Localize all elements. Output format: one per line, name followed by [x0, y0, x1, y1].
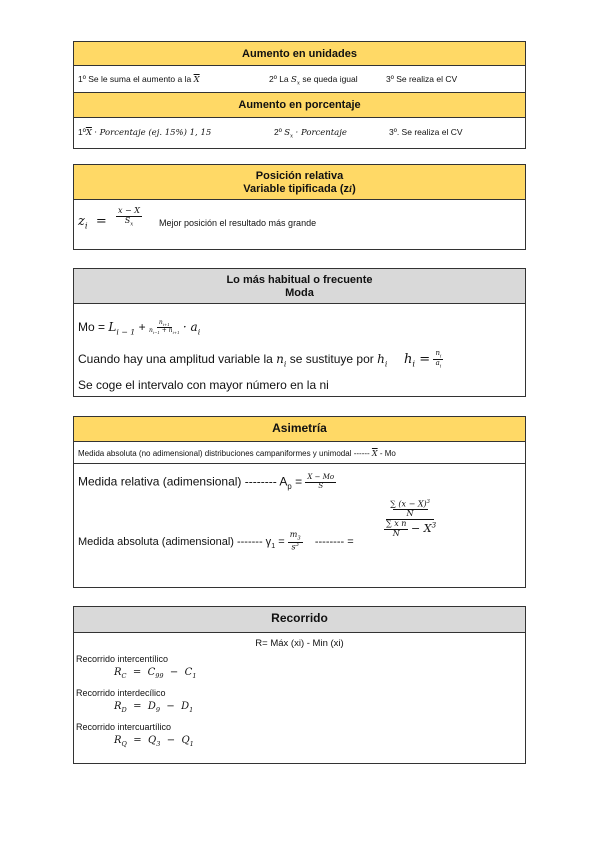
f3-lhs-sub: Q [121, 740, 127, 748]
percent-step3: 3º. Se realiza el CV [389, 127, 463, 137]
xbar-symbol: $\overline{X}$ [193, 75, 200, 85]
box-aumento [73, 41, 526, 149]
asim-line1-end: - Mo [379, 449, 396, 458]
f2-minus: − [166, 701, 175, 712]
asim-line2-text: Medida relativa (adimensional) -------- A [78, 474, 288, 489]
zi-denominator: $S_x$ [124, 215, 134, 228]
percent-step1-formula: · Porcentaje (ej. 15%) 1, 15 [94, 128, 212, 138]
units-step2 [269, 74, 358, 87]
title-posicion-line2-text: Variable tipificada (z [243, 183, 350, 195]
zi-letter: z [78, 214, 85, 229]
f2-a-sub: 9 [155, 706, 161, 714]
f3-b-sub: 1 [189, 740, 194, 748]
xbar-symbol-2: $\overline{X}$ [85, 128, 92, 138]
big-den-N: N [392, 529, 400, 539]
asim-line3-dash: -------- = [314, 535, 354, 548]
zi-formula-lhs: $z_i$ = [78, 214, 107, 231]
big-minus-xbar: − $X^3$ [411, 519, 437, 535]
g1-den-text: s [291, 542, 296, 552]
zi-frac [116, 207, 142, 228]
box-posicion-relativa [73, 164, 526, 250]
g1-fraction [288, 531, 303, 553]
hi-fraction [433, 350, 443, 370]
mo-plus: + [138, 320, 146, 335]
item-intercentilico: Recorrido intercentílico [76, 654, 169, 664]
row-asim-1 [74, 442, 525, 464]
mo-den-text: n [148, 327, 153, 335]
title-recorrido: Recorrido [271, 611, 328, 625]
big-frac [384, 500, 436, 539]
header-posicion-relativa [74, 165, 525, 200]
mo-formula [78, 320, 200, 337]
title-asimetria: Asimetría [272, 421, 327, 435]
item-interdecilico: Recorrido interdecílico [76, 688, 166, 698]
big-num-sum: ∑ $(x - X)^3$ [390, 499, 430, 509]
f3-lhs: R [114, 735, 122, 746]
sx-symbol-2: $S_x$ [284, 128, 294, 140]
title-aumento-porcentaje: Aumento en porcentaje [238, 99, 361, 111]
formula-interdecilico [114, 701, 193, 714]
asim-line3-text: Medida absoluta (adimensional) ------- γ [78, 535, 272, 548]
box-moda [73, 268, 526, 397]
item-intercuartilico: Recorrido intercuartílico [76, 722, 172, 732]
xbar-symbol-3: $\overline{X}$ [371, 449, 378, 458]
range-formula: R= Máx (xi) - Min (xi) [255, 638, 344, 649]
mo-line3: Se coge el intervalo con mayor número en la ni [78, 378, 329, 392]
formula-intercuartilico [114, 735, 194, 748]
units-step3: 3º Se realiza el CV [386, 74, 458, 84]
f1-eq: = [132, 667, 142, 678]
f2-lhs-sub: D [121, 706, 127, 714]
mo-fraction [149, 320, 180, 336]
mo-denominator: $n_{i-1} + n_{i+1}$ [148, 327, 180, 336]
hi-def: $h_i$ = [404, 352, 431, 369]
f2-lhs: R [114, 701, 122, 712]
ni-symbol: $n_i$ [276, 352, 287, 369]
title-posicion-line2 [74, 183, 525, 196]
asim-line1-text: Medida absoluta (no adimensional) distribuciones campaniformes y unimodal ------ [78, 449, 370, 458]
header-recorrido [74, 607, 525, 633]
title-posicion-line2-end: ) [352, 183, 356, 195]
zi-den-text: S [124, 215, 131, 225]
formula-intercentilico [114, 667, 196, 680]
big-den-sum: ∑ x n [386, 519, 407, 529]
ap-denominator: S [318, 481, 324, 490]
units-step1-text: 1º Se le suma el aumento a la [78, 74, 192, 84]
hi-symbol: $h_i$ [377, 352, 388, 369]
mo-line2-mid: se sustituye por [289, 352, 374, 367]
hi-def-h: h [404, 352, 413, 368]
box-asimetria [73, 416, 526, 588]
ap-numerator: X − Mo [307, 473, 335, 481]
mo-times-text: · a [182, 320, 198, 335]
f1-lhs-sub: C [121, 672, 127, 680]
title-posicion-line1: Posición relativa [255, 170, 344, 182]
g1-num-text: m [289, 530, 298, 539]
g1-numerator: $m_3$ [289, 530, 301, 542]
big-denominator [384, 520, 436, 539]
title-moda-line2: Moda [285, 287, 314, 299]
zi-note: Mejor posición el resultado más grande [159, 218, 317, 228]
f2-a: D [147, 701, 156, 712]
mo-label: Mo = [78, 320, 106, 335]
mo-L-sub: i − 1 [116, 327, 136, 337]
units-step2b-text: se queda igual [302, 74, 358, 84]
big-num-top [390, 500, 430, 519]
big-numerator [386, 500, 434, 520]
mo-numerator: $n_{i+1}$ [158, 319, 170, 328]
row-asim-2 [74, 464, 525, 587]
big-num-N: N [393, 509, 428, 519]
sx-symbol: $S_x$ [291, 75, 300, 87]
big-minus-text: − X [411, 521, 432, 535]
ap-fraction [305, 474, 336, 490]
f1-b: C [184, 667, 193, 678]
header-aumento-porcentaje [74, 93, 525, 118]
f1-lhs: R [114, 667, 122, 678]
row-tipificada [74, 200, 525, 249]
zi-numerator: x − X [118, 206, 140, 215]
row-porcentaje [74, 118, 525, 148]
hi-denominator: $a_i$ [435, 359, 442, 370]
f3-minus: − [166, 735, 176, 746]
f1-a-sub: 99 [155, 672, 164, 680]
percent-step2-formula: · Porcentaje [295, 128, 347, 138]
asim-line2-sub: p [287, 481, 292, 491]
percent-step2 [274, 127, 347, 140]
asim-line2: Medida relativa (adimensional) -------- $A_p$ = $\frac{X - Mo}{S}$ [78, 473, 335, 491]
mo-line2 [78, 350, 443, 370]
header-asimetria [74, 417, 525, 442]
hi-numerator: $n_i$ [435, 349, 442, 360]
f3-a: Q [147, 735, 157, 746]
zi-symbol-header: i [349, 184, 353, 194]
f1-b-sub: 1 [192, 672, 197, 680]
mo-L [108, 320, 136, 337]
f2-b: D [181, 701, 190, 712]
row-recorrido [74, 633, 525, 763]
percent-step1 [78, 127, 211, 138]
title-aumento-unidades: Aumento en unidades [242, 48, 357, 60]
asim-line1 [78, 449, 396, 458]
header-aumento-unidades [74, 42, 525, 66]
mo-ai: · $a_i$ [182, 320, 201, 337]
hi-def-eq: = [419, 352, 431, 368]
f1-a: C [147, 667, 156, 678]
f3-eq: = [133, 735, 142, 746]
f2-b-sub: 1 [189, 706, 194, 714]
row-unidades [74, 66, 525, 93]
mo-num-text: n [158, 319, 163, 326]
mo-line2-text: Cuando hay una amplitud variable la [78, 352, 273, 367]
f1-minus: − [169, 667, 179, 678]
g1-denominator: $s^3$ [291, 542, 299, 552]
header-moda [74, 269, 525, 304]
asim-line3-sub: 1 [271, 541, 276, 550]
big-den-frac [384, 520, 408, 539]
row-moda [74, 304, 525, 396]
units-step2-text: 2º La [269, 74, 289, 84]
box-recorrido [73, 606, 526, 764]
units-step1 [78, 74, 200, 85]
title-moda-line1: Lo más habitual o frecuente [226, 274, 373, 286]
f3-b: Q [181, 735, 190, 746]
big-fraction [384, 500, 436, 539]
asim-line3: Medida absoluta (adimensional) ------- $\gamma_1$ = $\frac{m_3}{s^3}$ -------- = [78, 530, 354, 552]
zi-fraction [116, 207, 142, 228]
f2-eq: = [133, 701, 142, 712]
f3-a-sub: 3 [156, 740, 161, 748]
big-num-text: ∑ (x − X) [390, 499, 427, 509]
percent-step2-text: 2º [274, 127, 282, 137]
mo-L-text: L [108, 320, 117, 335]
percent-step1-text: 1º [78, 127, 86, 137]
